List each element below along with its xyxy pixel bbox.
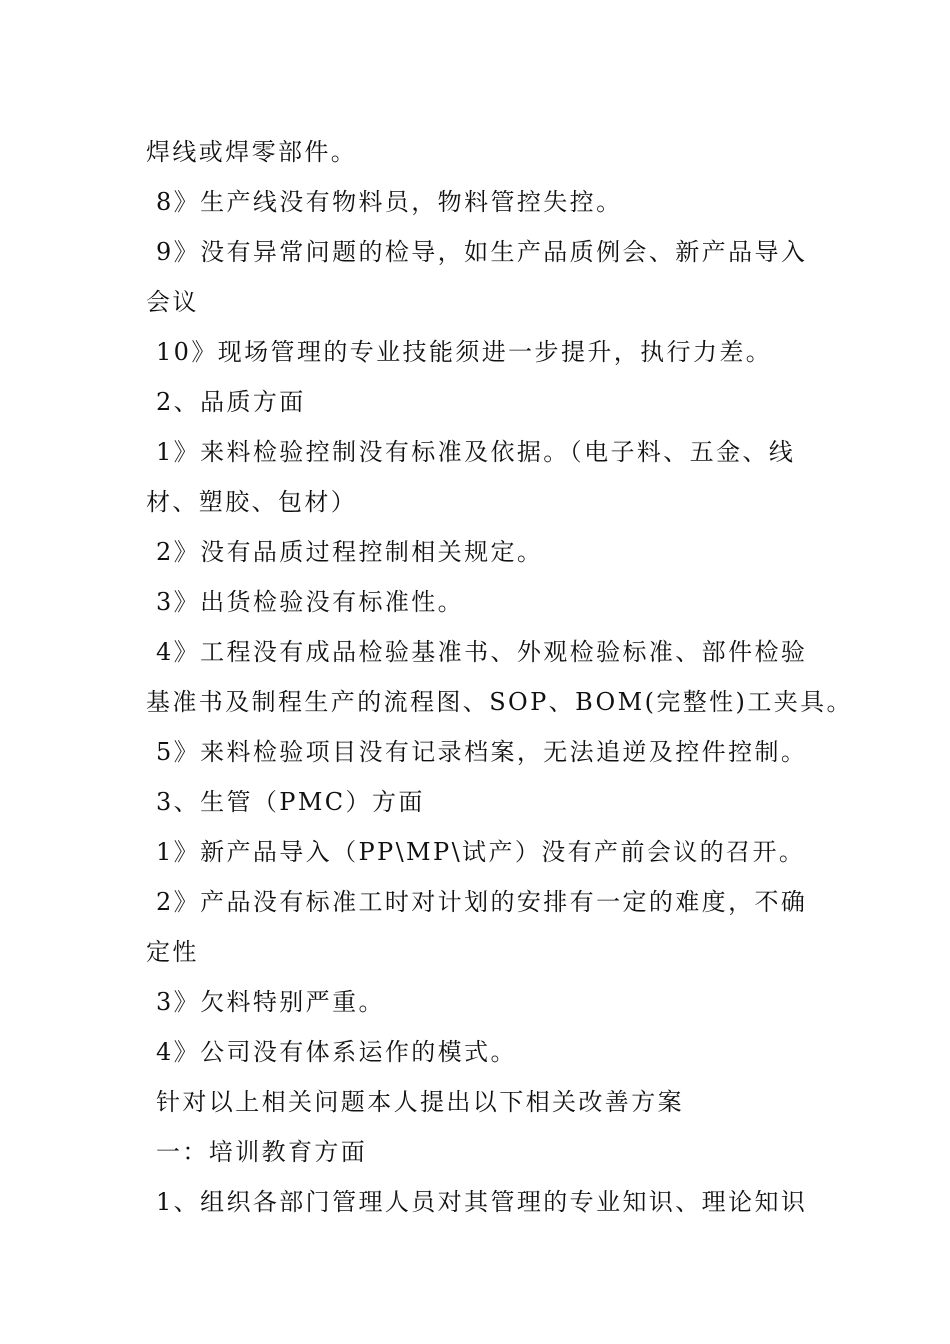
text-line [0, 937, 950, 987]
text-line [0, 987, 950, 1037]
text-line [0, 1187, 950, 1237]
text-line-content: 1、组织各部门管理人员对其管理的专业知识、理论知识 [156, 1188, 808, 1216]
text-line-content: 会议 [146, 288, 199, 316]
text-line-content: 基准书及制程生产的流程图、SOP、BOM(完整性)工夹具。 [146, 688, 853, 716]
text-line [0, 437, 950, 487]
text-line [0, 687, 950, 737]
text-line-content: 9》没有异常问题的检导，如生产品质例会、新产品导入 [156, 238, 808, 266]
text-line [0, 237, 950, 287]
text-line [0, 337, 950, 387]
text-line [0, 1137, 950, 1187]
text-line-content: 1》来料检验控制没有标准及依据。（电子料、五金、线 [156, 438, 796, 466]
text-line [0, 1087, 950, 1137]
text-line [0, 637, 950, 687]
text-line-content: 材、塑胶、包材） [146, 488, 358, 516]
text-line-content: 4》工程没有成品检验基准书、外观检验标准、部件检验 [156, 638, 808, 666]
text-line-content: 2、品质方面 [156, 388, 306, 416]
text-line-content: 定性 [146, 938, 199, 966]
text-line-content: 一：培训教育方面 [156, 1138, 368, 1166]
text-line [0, 887, 950, 937]
text-line-content: 3、生管（PMC）方面 [156, 788, 425, 816]
text-line [0, 587, 950, 637]
text-line-content: 2》没有品质过程控制相关规定。 [156, 538, 544, 566]
text-line [0, 1037, 950, 1087]
text-line [0, 537, 950, 587]
text-line-content: 5》来料检验项目没有记录档案，无法追逆及控件控制。 [156, 738, 808, 766]
text-line-content: 8》生产线没有物料员，物料管控失控。 [156, 188, 623, 216]
text-line-content: 3》出货检验没有标准性。 [156, 588, 465, 616]
text-line-content: 针对以上相关问题本人提出以下相关改善方案 [156, 1088, 684, 1116]
text-line [0, 787, 950, 837]
text-line-content: 3》欠料特别严重。 [156, 988, 385, 1016]
text-line [0, 487, 950, 537]
text-line [0, 137, 950, 187]
text-line [0, 187, 950, 237]
text-line-content: 1》新产品导入（PP\MP\试产）没有产前会议的召开。 [156, 838, 806, 866]
text-line [0, 837, 950, 887]
text-line [0, 387, 950, 437]
text-line-content: 10》现场管理的专业技能须进一步提升，执行力差。 [156, 338, 773, 366]
text-line-content: 焊线或焊零部件。 [146, 138, 358, 166]
text-line [0, 287, 950, 337]
text-line [0, 737, 950, 787]
text-line-content: 4》公司没有体系运作的模式。 [156, 1038, 517, 1066]
text-line-content: 2》产品没有标准工时对计划的安排有一定的难度，不确 [156, 888, 808, 916]
